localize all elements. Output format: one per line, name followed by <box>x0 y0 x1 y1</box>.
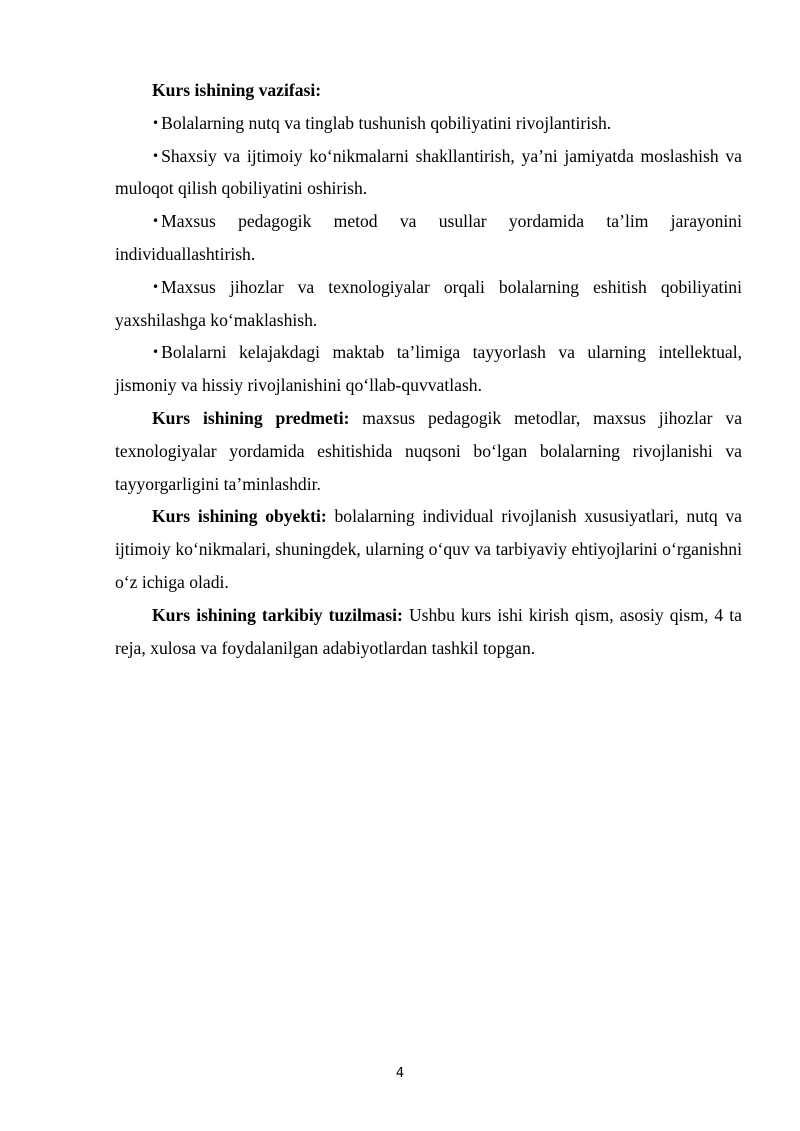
object-heading: Kurs ishining obyekti: <box>152 506 327 527</box>
object-text: bolalarning individual rivojlanish xususiyatlari, nutq va ijtimoiy ko‘nikmalari, shuningdek, ularning o‘quv va tarbiyaviy ehtiyojlarini o‘rganishni o‘z ichiga oladi. <box>115 506 742 592</box>
bullet-icon: • <box>152 345 160 360</box>
bullet-text: Shaxsiy va ijtimoiy ko‘nikmalarni shakllantirish, ya’ni jamiyatda moslashish va muloqot qilish qobiliyatini oshirish. <box>115 145 742 199</box>
bullet-text: Maxsus jihozlar va texnologiyalar orqali bolalarning eshitish qobiliyatini yaxshilashga ko‘maklashish. <box>115 276 742 330</box>
subject-text: maxsus pedagogik metodlar, maxsus jihozlar va texnologiyalar yordamida eshitishida nuqsoni bo‘lgan bolalarning rivojlanishi va tayyorgarligini ta’minlashdir. <box>115 407 743 494</box>
subject-heading: Kurs ishining predmeti: <box>152 407 350 428</box>
tasks-heading: Kurs ishining vazifasi: <box>152 80 322 100</box>
bullet-icon: • <box>152 148 160 163</box>
structure-heading: Kurs ishining tarkibiy tuzilmasi: <box>152 604 403 625</box>
bullet-icon: • <box>152 279 160 294</box>
tasks-paragraph <box>115 74 742 107</box>
bullet-text: Bolalarni kelajakdagi maktab ta’limiga tayyorlash va ularning intellektual, jismoniy va hissiy rivojlanishini qo‘llab-quvvatlash. <box>115 342 742 396</box>
page-number: 4 <box>395 1066 405 1081</box>
object-paragraph <box>115 500 742 598</box>
structure-text: Ushbu kurs ishi kirish qism, asosiy qism, 4 ta reja, xulosa va foydalanilgan adabiyotlardan tashkil topgan. <box>115 604 742 658</box>
subject-paragraph <box>115 402 742 500</box>
bullet-text: Maxsus pedagogik metod va usullar yordamida ta’lim jarayonini individuallashtirish. <box>115 211 742 264</box>
bullet-item <box>115 107 742 140</box>
structure-paragraph <box>115 599 742 665</box>
bullet-icon: • <box>152 115 160 130</box>
bullet-item <box>115 140 742 206</box>
document-body <box>115 74 742 664</box>
bullet-item <box>115 271 742 337</box>
bullet-item <box>115 336 742 402</box>
bullet-item <box>115 205 742 271</box>
bullet-icon: • <box>152 214 160 229</box>
bullet-text: Bolalarning nutq va tinglab tushunish qobiliyatini rivojlantirish. <box>161 112 612 133</box>
